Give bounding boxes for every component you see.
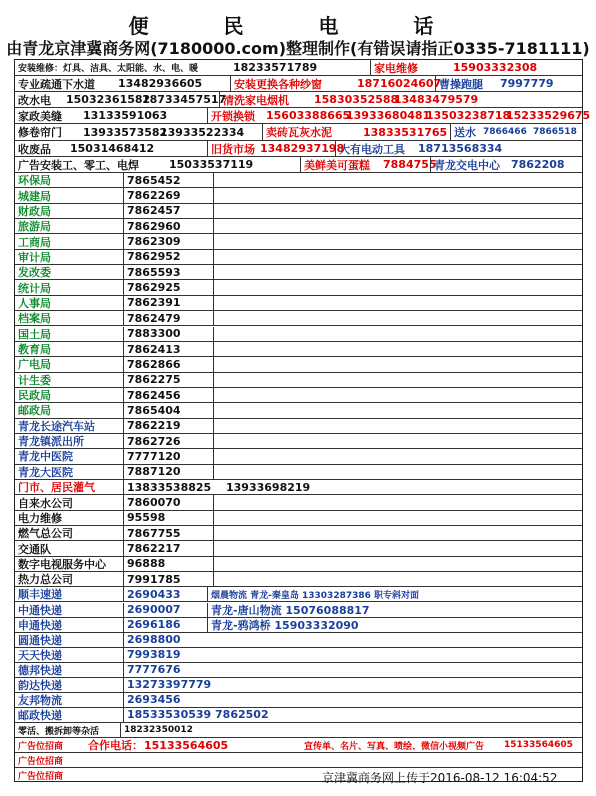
- express-name: 顺丰速递: [18, 588, 62, 602]
- phone-directory-table: [14, 59, 591, 782]
- table-row: [15, 526, 582, 541]
- service-phone: 15603388665: [266, 109, 351, 122]
- directory-phone: 7862960: [123, 219, 213, 233]
- table-row: [15, 678, 582, 693]
- directory-name: 档案局: [18, 312, 51, 326]
- express-name: 中通快递: [18, 603, 62, 617]
- service-phone: 7862208: [511, 158, 565, 171]
- express-name: 韵达快递: [18, 678, 62, 692]
- express-name: 圆通快递: [18, 633, 62, 647]
- directory-name: 青龙长途汽车站: [18, 419, 95, 433]
- table-row: [15, 480, 582, 495]
- table-row: [15, 204, 582, 219]
- table-row: [15, 265, 582, 280]
- column-divider: [213, 434, 217, 448]
- directory-name: 数字电视服务中心: [18, 557, 106, 571]
- column-divider: [213, 388, 217, 402]
- directory-name: 电力维修: [18, 511, 62, 525]
- column-divider: [213, 465, 217, 479]
- directory-name: 国土局: [18, 327, 51, 341]
- column-divider: [213, 234, 217, 248]
- directory-phone: 7865593: [123, 265, 213, 279]
- directory-phone: 96888: [123, 557, 213, 571]
- table-row: [15, 219, 582, 234]
- directory-name: 燃气总公司: [18, 527, 73, 541]
- service-name: 曹操跑腿: [435, 76, 497, 91]
- ad-label: 广告位招商: [18, 741, 64, 752]
- express-extra: 青龙-唐山物流 15076088817: [207, 603, 582, 617]
- table-row: [15, 60, 582, 76]
- directory-phone: 7862479: [123, 311, 213, 325]
- column-divider: [213, 403, 217, 417]
- service-phone: 7884755: [383, 158, 437, 171]
- table-row: [15, 280, 582, 295]
- service-name: 清洗家电烟机: [219, 92, 311, 107]
- table-row: [15, 327, 582, 342]
- directory-name: 审计局: [18, 250, 51, 264]
- directory-phone: 13833538825: [123, 480, 223, 494]
- table-row: [15, 108, 591, 124]
- table-row: [15, 311, 582, 326]
- directory-name: 城建局: [18, 189, 51, 203]
- directory-phone: 7865452: [123, 173, 213, 187]
- service-phone: 13483479579: [394, 93, 479, 106]
- column-divider: [213, 280, 217, 294]
- service-phone: 13503238718: [426, 109, 511, 122]
- service-phone: 7997779: [500, 77, 554, 90]
- service-name: 开锁换锁: [207, 108, 263, 123]
- table-row: [15, 753, 582, 768]
- service-name: 安装更换各种纱窗: [230, 76, 354, 91]
- directory-phone: 7862413: [123, 342, 213, 356]
- column-divider: [213, 311, 217, 325]
- table-row: [15, 541, 582, 556]
- service-phone: 13933522334: [160, 125, 245, 139]
- service-name: 美鲜美可蛋糕: [300, 157, 380, 172]
- table-row: [15, 188, 582, 203]
- table-row: [15, 723, 582, 738]
- table-row: [15, 296, 582, 311]
- service-name: 旧货市场: [207, 141, 257, 156]
- service-phone: 7866466: [483, 127, 527, 137]
- directory-phone: 95598: [123, 511, 213, 525]
- directory-phone: 7867755: [123, 526, 213, 540]
- service-name: 家电维修: [370, 60, 450, 75]
- ad-contact-label: 合作电话：: [88, 739, 143, 752]
- service-name: 送水: [450, 124, 480, 140]
- directory-name: 民政局: [18, 389, 51, 403]
- table-row: [15, 124, 582, 141]
- column-divider: [213, 572, 217, 586]
- directory-phone: 7862219: [123, 419, 213, 433]
- column-divider: [213, 188, 217, 202]
- directory-phone: 7860070: [123, 495, 213, 509]
- service-phone: 15033537119: [169, 158, 254, 171]
- service-phone: 13833531765: [363, 125, 448, 139]
- table-row: [15, 618, 582, 633]
- ad-slot: 广告位招商: [18, 756, 64, 767]
- column-divider: [213, 373, 217, 387]
- table-row: [15, 342, 582, 357]
- service-phone: 18733457517: [142, 93, 227, 106]
- service-phone: 7866518: [533, 127, 577, 137]
- table-row: [15, 572, 582, 587]
- directory-name: 青龙镇派出所: [18, 435, 84, 449]
- column-divider: [213, 541, 217, 555]
- directory-phone: 7862269: [123, 188, 213, 202]
- directory-phone: 7862726: [123, 434, 213, 448]
- table-row: [15, 648, 582, 663]
- directory-name: 人事局: [18, 296, 51, 310]
- directory-name: 邮政局: [18, 404, 51, 418]
- directory-phone: 7862391: [123, 296, 213, 310]
- service-phone: 18716024607: [357, 77, 442, 90]
- table-row: [15, 157, 582, 173]
- directory-name: 广电局: [18, 358, 51, 372]
- service-phone: 13933680481: [346, 109, 431, 122]
- express-extra: 青龙-鸦鸿桥 15903332090: [207, 618, 582, 632]
- express-phone: 18533530539 7862502: [123, 708, 283, 722]
- directory-name: 统计局: [18, 281, 51, 295]
- table-row: [15, 633, 582, 648]
- column-divider: [213, 511, 217, 525]
- express-phone: 13273397779: [123, 678, 283, 692]
- service-name: 广告安装工、零工、电焊: [18, 158, 139, 172]
- table-row: [15, 434, 582, 449]
- express-name: 德邦快递: [18, 663, 62, 677]
- directory-name: 旅游局: [18, 220, 51, 234]
- service-phone: 13133591063: [83, 109, 168, 122]
- service-name: 青龙交电中心: [430, 157, 508, 172]
- service-name: 安装维修：灯具、洁具、太阳能、水、电、暖: [18, 64, 199, 74]
- table-row: [15, 693, 582, 708]
- express-phone: 7777676: [123, 663, 283, 677]
- table-row: [15, 557, 582, 572]
- table-row: [15, 419, 582, 434]
- service-phone: 13482937198: [260, 142, 345, 155]
- directory-phone: 7777120: [123, 449, 213, 463]
- directory-name: 自来水公司: [18, 496, 73, 510]
- table-row: [15, 663, 582, 678]
- service-phone: 15830352588: [314, 93, 399, 106]
- express-phone: 7993819: [123, 648, 283, 662]
- column-divider: [213, 204, 217, 218]
- service-phone: 13482936605: [118, 77, 203, 90]
- ad-contact-phone: 15133564605: [144, 738, 229, 752]
- table-row: [15, 76, 582, 92]
- service-phone: 15233529675: [506, 109, 591, 122]
- table-row: [15, 388, 582, 403]
- directory-name: 发改委: [18, 266, 51, 280]
- service-name: 大有电动工具: [335, 141, 415, 156]
- upload-timestamp: 京津冀商务网上传于2016-08-12 16:04:52: [322, 771, 558, 785]
- column-divider: [213, 495, 217, 509]
- directory-phone: 7991785: [123, 572, 213, 586]
- express-phone: 2698800: [123, 633, 283, 647]
- table-row: [15, 141, 582, 157]
- service-name: 家政美缝: [18, 109, 62, 123]
- directory-phone: 7865404: [123, 403, 213, 417]
- directory-name: 门市、居民灌气: [18, 481, 95, 495]
- directory-name: 财政局: [18, 204, 51, 218]
- service-name: 卖砖瓦灰水泥: [262, 124, 360, 140]
- directory-name: 教育局: [18, 343, 51, 357]
- directory-phone: 7862866: [123, 357, 213, 371]
- service-phone: 18232350012: [120, 723, 582, 737]
- directory-name: 工商局: [18, 235, 51, 249]
- directory-phone: 13933698219: [226, 480, 311, 494]
- table-row: [15, 511, 582, 526]
- service-phone: 15032361582: [66, 93, 151, 106]
- service-phone: 18713568334: [418, 142, 503, 155]
- express-phone: 2693456: [123, 693, 283, 707]
- service-phone: 13933573582: [83, 125, 168, 139]
- directory-phone: 7887120: [123, 465, 213, 479]
- directory-name: 青龙中医院: [18, 450, 73, 464]
- column-divider: [213, 250, 217, 264]
- column-divider: [213, 265, 217, 279]
- column-divider: [213, 219, 217, 233]
- directory-phone: 7862275: [123, 373, 213, 387]
- directory-phone: 7862457: [123, 204, 213, 218]
- directory-phone: 7862309: [123, 234, 213, 248]
- directory-name: 热力总公司: [18, 573, 73, 587]
- column-divider: [213, 296, 217, 310]
- table-row: [15, 495, 582, 510]
- table-row: [15, 234, 582, 249]
- express-phone: 2696186: [123, 618, 207, 632]
- service-name: 零活、搬拆卸等杂活: [18, 726, 100, 737]
- table-row: [15, 449, 582, 464]
- table-row: [15, 708, 582, 723]
- directory-name: 环保局: [18, 174, 51, 188]
- column-divider: [213, 342, 217, 356]
- column-divider: [213, 526, 217, 540]
- service-name: 收废品: [18, 142, 51, 156]
- column-divider: [213, 173, 217, 187]
- table-row: [15, 92, 582, 108]
- express-name: 天天快递: [18, 648, 62, 662]
- directory-phone: 7862456: [123, 388, 213, 402]
- table-row: [15, 403, 582, 418]
- service-name: 改水电: [18, 93, 51, 107]
- table-row: [15, 357, 582, 372]
- table-row: [15, 250, 582, 265]
- table-row: [15, 373, 582, 388]
- directory-name: 青龙大医院: [18, 465, 73, 479]
- column-divider: [213, 557, 217, 571]
- table-row: [15, 738, 582, 753]
- page-title: 便 民 电 话: [128, 14, 468, 38]
- service-name: 专业疏通下水道: [18, 77, 95, 91]
- service-phone: 15031468412: [70, 142, 155, 155]
- table-row: [15, 603, 582, 618]
- directory-phone: 7862217: [123, 541, 213, 555]
- ad-services: 宣传单、名片、写真、喷绘、微信小视频广告: [304, 741, 485, 752]
- service-name: 修卷帘门: [18, 126, 62, 139]
- column-divider: [213, 449, 217, 463]
- express-name: 友邦物流: [18, 693, 62, 707]
- express-phone: 2690433: [123, 587, 207, 601]
- column-divider: [213, 327, 217, 341]
- table-row: [15, 465, 582, 480]
- service-phone: 15903332308: [453, 61, 538, 74]
- page-subtitle: 由青龙京津冀商务网(7180000.com)整理制作(有错误请指正0335-7181111): [6, 39, 590, 58]
- directory-phone: 7862952: [123, 250, 213, 264]
- directory-phone: 7862925: [123, 280, 213, 294]
- express-phone: 2690007: [123, 603, 207, 617]
- express-name: 邮政快递: [18, 708, 62, 722]
- ad-services-phone: 15133564605: [504, 740, 573, 750]
- express-name: 申通快递: [18, 618, 62, 632]
- ad-slot: 广告位招商: [18, 771, 64, 782]
- directory-name: 计生委: [18, 373, 51, 387]
- table-row: [15, 587, 582, 602]
- service-phone: 18233571789: [233, 61, 318, 74]
- express-extra: 烟晨物流 青龙-秦皇岛 13303287386 职专斜对面: [207, 587, 582, 601]
- column-divider: [213, 419, 217, 433]
- directory-name: 交通队: [18, 542, 51, 556]
- table-row: [15, 173, 582, 188]
- column-divider: [213, 357, 217, 371]
- directory-phone: 7883300: [123, 327, 213, 341]
